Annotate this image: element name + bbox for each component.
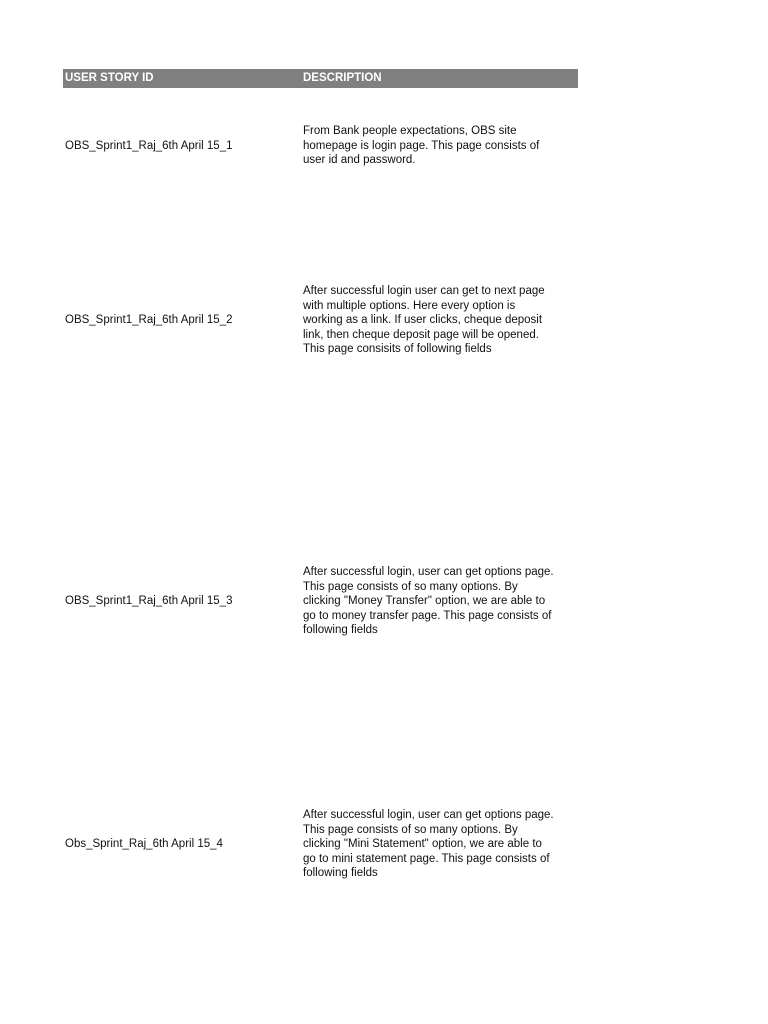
user-story-id-cell: OBS_Sprint1_Raj_6th April 15_1 (65, 139, 233, 152)
description-line: This page consists of so many options. By (303, 823, 518, 836)
description-line: From Bank people expectations, OBS site (303, 125, 517, 137)
description-line: following fields (303, 624, 378, 636)
description-cell (303, 565, 583, 638)
description-line: clicking "Money Transfer" option, we are able to (303, 595, 546, 607)
user-story-id-cell: OBS_Sprint1_Raj_6th April 15_2 (65, 314, 233, 326)
description-line: following fields (303, 867, 378, 879)
description-cell (303, 284, 583, 357)
description-line: with multiple options. Here every option is (303, 299, 516, 312)
header-description: DESCRIPTION (303, 72, 382, 84)
description-line: go to mini statement page. This page consists of (303, 852, 550, 865)
description-cell (303, 808, 583, 881)
table-header-row (63, 69, 578, 88)
description-line: After successful login, user can get options page. (303, 809, 554, 821)
description-cell (303, 124, 583, 168)
description-line: link, then cheque deposit page will be opened. (303, 328, 539, 341)
description-line: working as a link. If user clicks, cheque deposit (303, 314, 543, 326)
header-user-story-id: USER STORY ID (65, 72, 154, 84)
user-story-id-cell: OBS_Sprint1_Raj_6th April 15_3 (65, 595, 233, 607)
description-line: After successful login user can get to next page (303, 285, 545, 297)
description-line: This page consists of so many options. By (303, 580, 518, 593)
description-line: go to money transfer page. This page consists of (303, 609, 552, 622)
description-line: homepage is login page. This page consists of (303, 139, 540, 152)
description-line: After successful login, user can get options page. (303, 566, 554, 578)
description-line: This page consisits of following fields (303, 343, 492, 355)
user-story-id-cell: Obs_Sprint_Raj_6th April 15_4 (65, 838, 223, 850)
description-line: clicking "Mini Statement" option, we are able to (303, 838, 542, 850)
description-line: user id and password. (303, 154, 416, 166)
